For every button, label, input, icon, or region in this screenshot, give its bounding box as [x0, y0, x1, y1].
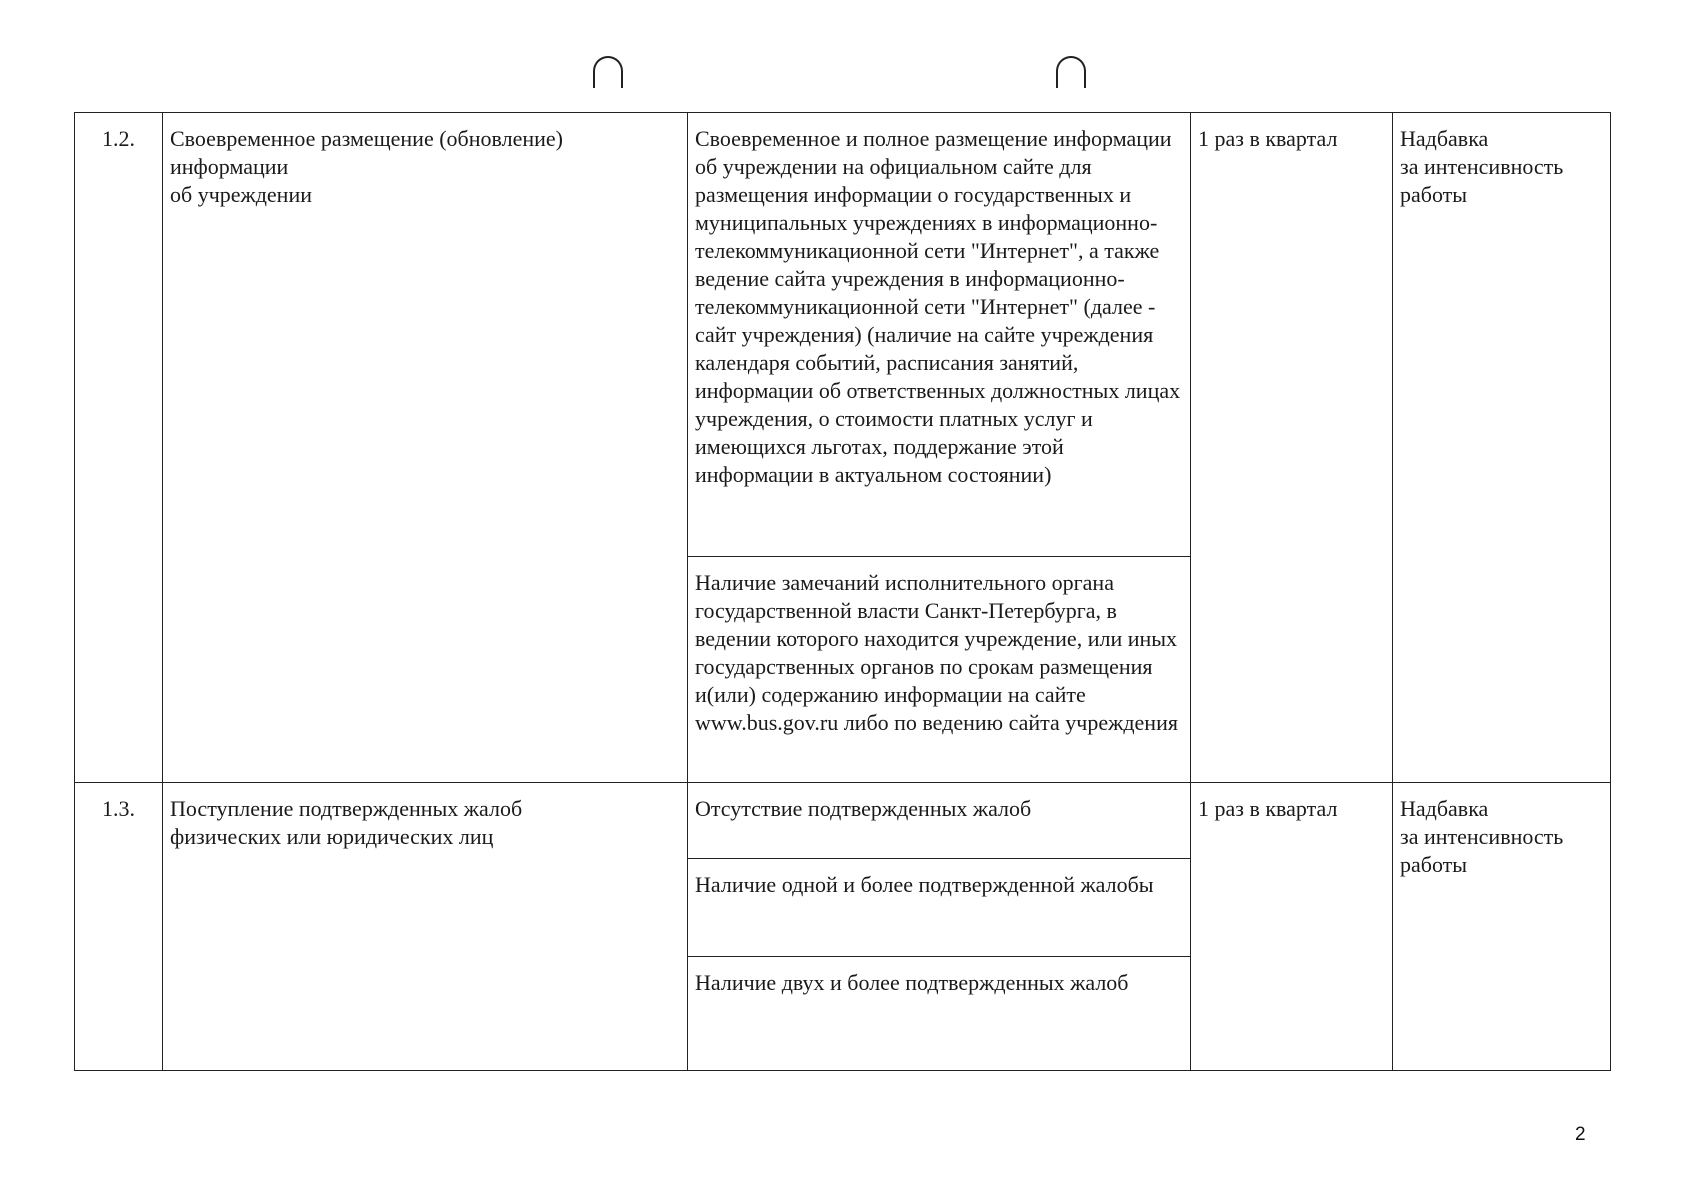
indicator-cell [163, 113, 688, 783]
criterion-cell [688, 783, 1191, 859]
criterion-cell [688, 557, 1191, 783]
punch-hole-left [593, 56, 623, 88]
payment-cell [1393, 113, 1611, 783]
page-number: 2 [1575, 1124, 1586, 1145]
indicator-text: Своевременное размещение (обновление) информации об учреждении [170, 126, 563, 207]
table-row [75, 783, 1611, 859]
row-number: 1.3. [75, 783, 163, 1071]
criterion-cell [688, 113, 1191, 557]
periodicity-cell [1191, 783, 1393, 1071]
criterion-text: Отсутствие подтвержденных жалоб [695, 796, 1032, 821]
criterion-cell [688, 957, 1191, 1071]
indicator-cell [163, 783, 688, 1071]
payment-cell [1393, 783, 1611, 1071]
criterion-text: Наличие двух и более подтвержденных жалоб [695, 970, 1129, 995]
row-number: 1.2. [75, 113, 163, 783]
criterion-text: Своевременное и полное размещение информации об учреждении на официальном сайте для размещения информации о государственных и муниципальных учреждениях в информационно-телекоммуникационной сети "Интернет", а также ведение сайта учреждения в информационно-телекоммуникационной сети "Интернет" (далее - сайт учреждения) (наличие на сайте учреждения календаря событий, расписания занятий, информации об ответственных должностных лицах учреждения, о стоимости платных услуг и имеющихся льготах, поддержание этой информации в актуальном состоянии) [695, 126, 1181, 487]
criteria-table [74, 112, 1611, 1071]
criterion-text: Наличие замечаний исполнительного органа государственной власти Санкт-Петербурга, в ведении которого находится учреждение, или иных государственных органов по срокам размещения и(или) содержанию информации на сайте www.bus.gov.ru либо по ведению сайта учреждения [695, 570, 1178, 735]
payment-text: Надбавка за интенсивность работы [1400, 126, 1564, 207]
table-row [75, 113, 1611, 557]
punch-hole-right [1056, 56, 1086, 88]
periodicity-text: 1 раз в квартал [1198, 796, 1338, 821]
periodicity-text: 1 раз в квартал [1198, 126, 1338, 151]
periodicity-cell [1191, 113, 1393, 783]
criterion-cell [688, 859, 1191, 957]
criterion-text: Наличие одной и более подтвержденной жалобы [695, 872, 1154, 897]
payment-text: Надбавка за интенсивность работы [1400, 796, 1564, 877]
indicator-text: Поступление подтвержденных жалоб физических или юридических лиц [170, 796, 523, 849]
